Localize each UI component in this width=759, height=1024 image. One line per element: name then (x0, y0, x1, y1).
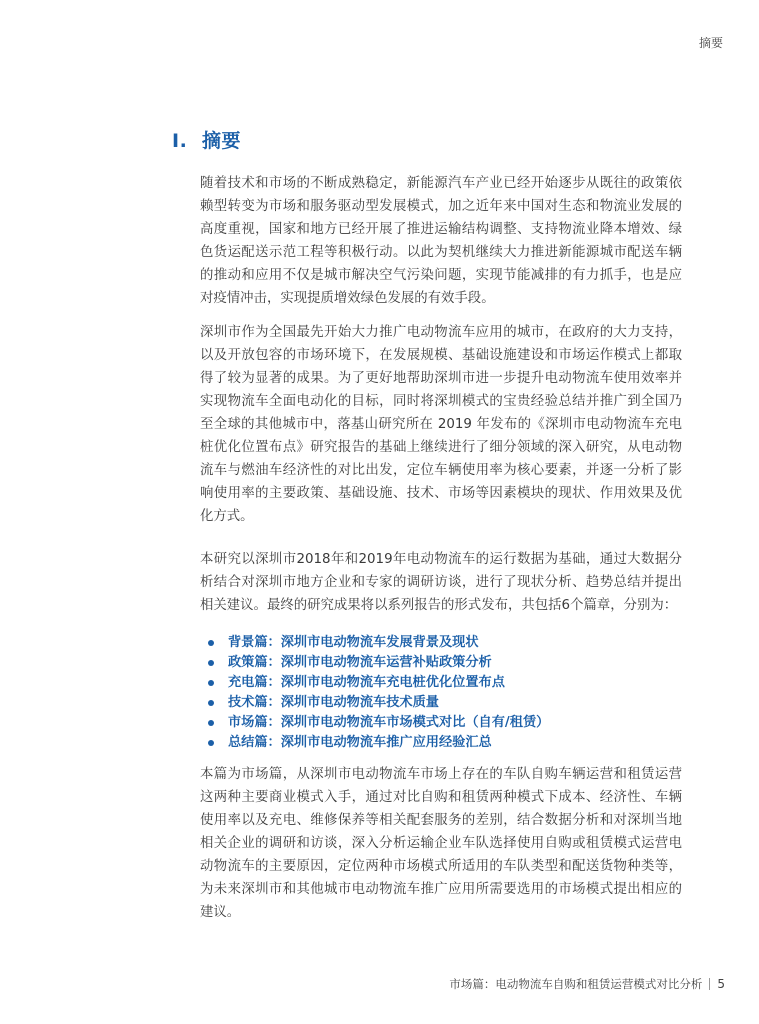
section-heading (172, 126, 241, 153)
list-item (200, 653, 682, 673)
running-header: 摘要 (698, 36, 723, 50)
list-item (200, 693, 682, 713)
section-title: 摘要 (202, 130, 242, 152)
bullet-icon (208, 660, 214, 666)
section-number: I. (172, 130, 188, 152)
chapter-list (200, 633, 682, 753)
chapter-label: 充电篇：深圳市电动物流车充电桩优化位置布点 (228, 675, 505, 690)
body-text (200, 172, 682, 935)
footer-title: 市场篇：电动物流车自购和租赁运营模式对比分析 (449, 977, 703, 991)
paragraph-research: 本研究以深圳市2018年和2019年电动物流车的运行数据为基础，通过大数据分析结合对深圳市地方企业和专家的调研访谈，进行了现状分析、趋势总结并提出相关建议。最终的研究成果将以系列报告的形式发布，共包括6个篇章，分别为： (200, 552, 682, 613)
paragraph-intro: 随着技术和市场的不断成熟稳定，新能源汽车产业已经开始逐步从既往的政策依赖型转变为市场和服务驱动型发展模式，加之近年来中国对生态和物流业发展的高度重视，国家和地方已经开展了推进运输结构调整、支持物流业降本增效、绿色货运配送示范工程等积极行动。以此为契机继续大力推进新能源城市配送车辆的推动和应用不仅是城市解决空气污染问题，实现节能减排的有力抓手，也是应对疫情冲击，实现提质增效绿色发展的有效手段。 (200, 176, 682, 306)
bullet-icon (208, 640, 214, 646)
bullet-icon (208, 740, 214, 746)
page-footer (449, 976, 725, 992)
paragraph-shenzhen: 深圳市作为全国最先开始大力推广电动物流车应用的城市，在政府的大力支持，以及开放包容的市场环境下，在发展规模、基础设施建设和市场运作模式上都取得了较为显著的成果。为了更好地帮助深圳市进一步提升电动物流车使用效率并实现物流车全面电动化的目标，同时将深圳模式的宝贵经验总结并推广到全国乃至全球的其他城市中，落基山研究所在 2019 年发布的《深圳市电动物流车充电桩优化位置布点》研究报告的基础上继续进行了细分领域的深入研究，从电动物流车与燃油车经济性的对比出发，定位车辆使用率为核心要素，并逐一分析了影响使用率的主要政策、基础设施、技术、市场等因素模块的现状、作用效果及优化方式。 (200, 325, 682, 524)
footer-divider (709, 978, 710, 990)
page-number: 5 (717, 977, 725, 991)
bullet-icon (208, 700, 214, 706)
list-item (200, 713, 682, 733)
list-item (200, 673, 682, 693)
bullet-icon (208, 680, 214, 686)
chapter-label: 总结篇：深圳市电动物流车推广应用经验汇总 (228, 735, 492, 750)
list-item (200, 633, 682, 653)
paragraph-market: 本篇为市场篇，从深圳市电动物流车市场上存在的车队自购车辆运营和租赁运营这两种主要商业模式入手，通过对比自购和租赁两种模式下成本、经济性、车辆使用率以及充电、维修保养等相关配套服务的差别，结合数据分析和对深圳当地相关企业的调研和访谈，深入分析运输企业车队选择使用自购或租赁模式运营电动物流车的主要原因，定位两种市场模式所适用的车队类型和配送货物种类等，为未来深圳市和其他城市电动物流车推广应用所需要选用的市场模式提出相应的建议。 (200, 767, 682, 920)
chapter-label: 市场篇：深圳市电动物流车市场模式对比（自有/租赁） (228, 715, 550, 730)
list-item (200, 733, 682, 753)
chapter-label: 技术篇：深圳市电动物流车技术质量 (228, 695, 439, 710)
chapter-label: 政策篇：深圳市电动物流车运营补贴政策分析 (228, 655, 492, 670)
bullet-icon (208, 720, 214, 726)
chapter-label: 背景篇：深圳市电动物流车发展背景及现状 (228, 635, 479, 650)
